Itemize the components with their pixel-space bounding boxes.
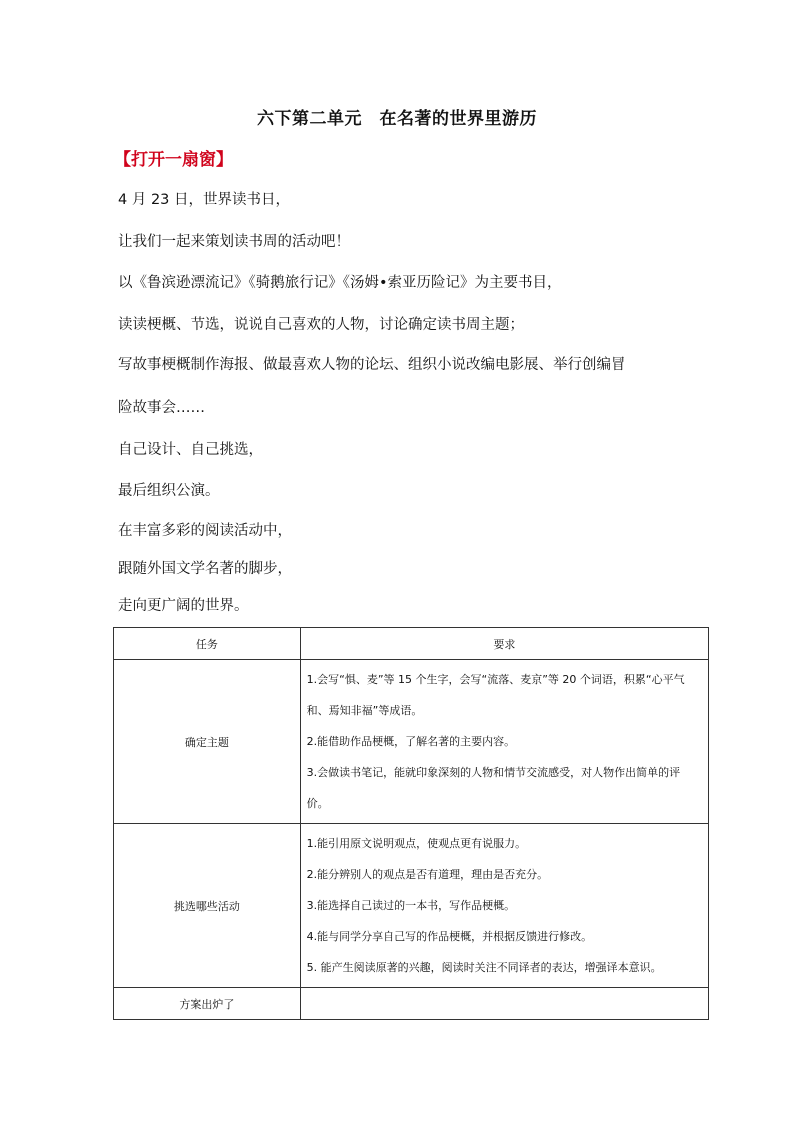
task-cell: 方案出炉了 (114, 988, 301, 1020)
intro-line: 自己设计、自己挑选， (118, 442, 263, 458)
requirement-item: 3.能选择自己读过的一本书，写作品梗概。 (306, 899, 516, 912)
requirement-item: 2.能借助作品梗概，了解名著的主要内容。 (306, 735, 516, 748)
table-row (114, 660, 709, 824)
intro-line: 让我们一起来策划读书周的活动吧！ (118, 234, 350, 250)
intro-line: 在丰富多彩的阅读活动中， (118, 523, 292, 539)
intro-line: 以《鲁滨逊漂流记》《骑鹅旅行记》《汤姆•索亚历险记》为主要书目， (118, 275, 562, 291)
requirements-cell (300, 660, 708, 824)
requirements-cell-empty (300, 988, 708, 1020)
section-heading: 【打开一扇窗】 (114, 150, 233, 170)
intro-line: 最后组织公演。 (118, 483, 220, 499)
intro-line: 走向更广阔的世界。 (118, 598, 249, 614)
page-title: 六下第二单元 在名著的世界里游历 (257, 109, 537, 129)
requirement-item: 3.会做读书笔记，能就印象深刻的人物和情节交流感受，对人物作出简单的评价。 (306, 766, 681, 810)
task-cell: 挑选哪些活动 (114, 824, 301, 988)
intro-line: 跟随外国文学名著的脚步， (118, 561, 292, 577)
requirements-table (113, 627, 709, 1020)
requirement-item: 2.能分辨别人的观点是否有道理，理由是否充分。 (306, 868, 549, 881)
requirement-item: 5. 能产生阅读原著的兴趣，阅读时关注不同译者的表达，增强译本意识。 (306, 961, 662, 974)
requirement-item: 1.能引用原文说明观点，使观点更有说服力。 (306, 837, 527, 850)
requirements-cell (300, 824, 708, 988)
intro-line: 写故事梗概制作海报、做最喜欢人物的论坛、组织小说改编电影展、举行创编冒 (118, 357, 626, 373)
header-task: 任务 (114, 628, 301, 660)
task-cell: 确定主题 (114, 660, 301, 824)
requirement-item: 4.能与同学分享自己写的作品梗概，并根据反馈进行修改。 (306, 930, 593, 943)
header-requirement: 要求 (300, 628, 708, 660)
table-row (114, 988, 709, 1020)
table-row (114, 824, 709, 988)
intro-line: 读读梗概、节选，说说自己喜欢的人物，讨论确定读书周主题； (118, 317, 524, 333)
intro-line: 险故事会…… (118, 400, 205, 416)
intro-line: 4 月 23 日，世界读书日， (118, 192, 291, 208)
requirement-item: 1.会写“惧、麦”等 15 个生字，会写“流落、麦京”等 20 个词语，积累“心平气和、焉知非福”等成语。 (306, 673, 685, 717)
table-header-row (114, 628, 709, 660)
